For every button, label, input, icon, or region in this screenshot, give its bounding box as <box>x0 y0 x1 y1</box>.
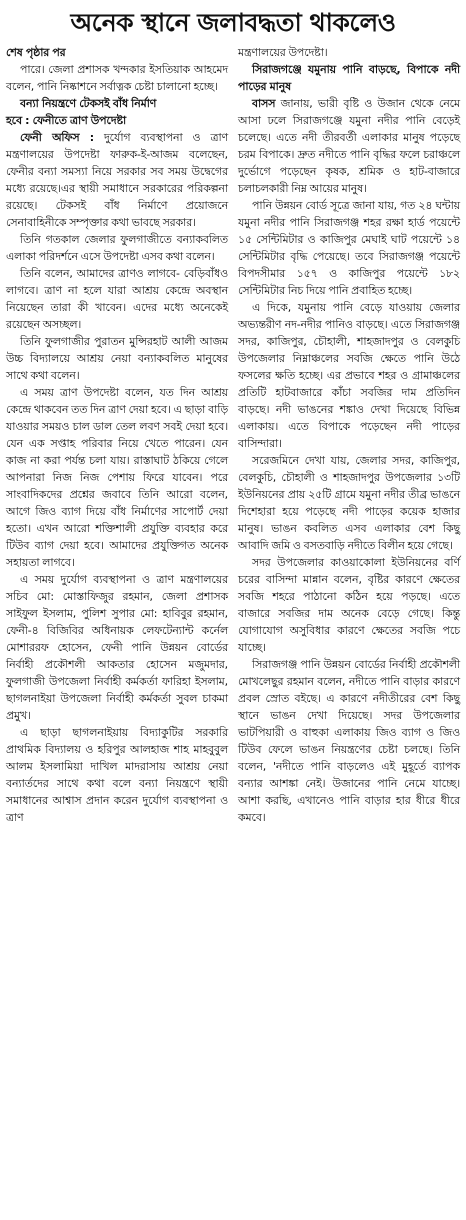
paragraph: মন্ত্রণালয়ের উপদেষ্টা। <box>238 46 328 59</box>
paragraph: এ দিকে, যমুনায় পানি বেড়ে যাওয়ায় জেলার অভ্যন্তরীণ নদ-নদীর পানিও বাড়ছে। এতে সিরাজগঞ্জ সদর, কাজিপুর, চৌহালী, শাহজাদপুর ও বেলকুচি উপজেলার নিম্নাঞ্চলের সবজি ক্ষেতে পানি উঠে ফসলের ক্ষতি হচ্ছে। এর প্রভাবে শহর ও গ্রামাঞ্চলের প্রতিটি হাটবাজারে কাঁচা সবজির দাম প্রতিদিন বাড়ছে। নদী ভাঙনের শঙ্কাও দেখা দিয়েছে বিভিন্ন এলাকায়। এতে বিপাকে পড়েছেন নদী পাড়ের বাসিন্দারা। <box>238 301 460 450</box>
paragraph: তিনি ফুলগাজীর পুরাতন মুন্সিরহাট আলী আজম উচ্চ বিদ্যালয়ে আশ্রয় নেয়া বন্যাকবলিত মানুষের সাথে কথা বলেন। <box>6 335 228 382</box>
paragraph: তিনি বলেন, আমাদের ত্রাণও লাগবে- বেড়িবাঁধও লাগবে। ত্রাণ না হলে যারা আশ্রয় কেন্দ্রে অবস্থান নিয়েছেন তারা কী খাবেন। এদের মধ্যে অনেকেই রয়েছেন অসচ্ছল। <box>6 267 228 331</box>
dateline: বাসস <box>252 97 276 110</box>
paragraph: পানি উন্নয়ন বোর্ড সূত্রে জানা যায়, গত ২৪ ঘন্টায় যমুনা নদীর পানি সিরাজগঞ্জ শহর রক্ষা হার্ড পয়েন্টে ১৫ সেন্টিমিটার ও কাজিপুর মেঘাই ঘাট পয়েন্টে ১৪ সেন্টিমিটার বৃদ্ধি পেয়েছে। তবে সিরাজগঞ্জ পয়েন্টে বিপদসীমার ১৫৭ ও কাজিপুর পয়েন্টে ১৮২ সেন্টিমিটার নিচ দিয়ে পানি প্রবাহিত হচ্ছে। <box>238 199 460 297</box>
paragraph-text: দুর্যোগ ব্যবস্থাপনা ও ত্রাণ মন্ত্রণালয়ের উপদেষ্টা ফারুক-ই-আজম বলেছেন, ফেনীর বন্যা সমস্যা নিয়ে সরকার সব সময় উদ্বেগের মধ্যে রয়েছে।এর স্থায়ী সমাধানে সরকারের পরিকল্পনা রয়েছে। টেকসই বাঁধ নির্মাণে প্রয়োজনে সেনাবাহিনীকে সম্পৃক্তার কথা ভাবছে সরকার। <box>6 131 228 229</box>
paragraph: তিনি গতকাল জেলার ফুলগাজীতে বন্যাকবলিত এলাকা পরিদর্শনে এসে উপদেষ্টা এসব কথা বলেন। <box>6 233 228 263</box>
paragraph: সিরাজগঞ্জ পানি উন্নয়ন বোর্ডের নির্বাহী প্রকৌশলী মোখলেছুর রহমান বলেন, নদীতে পানি বাড়ার কারণে প্রবল স্রোত বইছে। এ কারণে নদীতীরের বেশ কিছু স্থানে ভাঙন দেখা দিয়েছে। সদর উপজেলার ভাটপিয়ারী ও বাহুকা এলাকায় জিও ব্যাগ ও জিও টিউব ফেলে ভাঙন নিয়ন্ত্রণের চেষ্টা চলছে। তিনি বলেন, 'নদীতে পানি বাড়লেও এই মুহূর্তে ব্যাপক বন্যার আশঙ্কা নেই। উজানের পানি নেমে যাচ্ছে। আশা করছি, এখানেও পানি বাড়ার হার ধীরে ধীরে কমবে। <box>238 658 460 824</box>
paragraph: সদর উপজেলার কাওয়াকোলা ইউনিয়নের বর্ণি চরের বাসিন্দা মান্নান বলেন, বৃষ্টির কারণে ক্ষেতের সবজি শহরে পাঠানো কঠিন হয়ে পড়ছে। এতে বাজারে সবজির দাম অনেক বেড়ে গেছে। কিন্তু যোগাযোগ অসুবিধার কারণে ক্ষেতের সবজি পচে যাচ্ছে। <box>238 556 460 654</box>
subheading: সিরাজগঞ্জে যমুনায় পানি বাড়ছে, বিপাকে নদী পাড়ের মানুষ <box>238 63 460 93</box>
paragraph: পারে। জেলা প্রশাসক খন্দকার ইসতিয়াক আহমেদ বলেন, পানি নিষ্কাশনে সর্বাত্নক চেষ্টা চালানো হচ্ছে। <box>6 63 228 93</box>
paragraph: এ সময় দুর্যোগ ব্যবস্থাপনা ও ত্রাণ মন্ত্রণালয়ের সচিব মো: মোস্তাফিজুর রহমান, জেলা প্রশাসক সাইফুল ইসলাম, পুলিশ সুপার মো: হাবিবুর রহমান, ফেনী-৪ বিজিবির অধিনায়ক লেফটেন্যান্ট কর্নেল মোশাররফ হোসেন, ফেনী পানি উন্নয়ন বোর্ডের নির্বাহী প্রকৌশলী আকতার হোসেন মজুমদার, ফুলগাজী উপজেলা নির্বাহী কর্মকর্তা ফারিহা ইসলাম, ছাগলনাইয়া উপজেলা নির্বাহী কর্মকর্তা সুবল চাকমা প্রমুখ। <box>6 573 228 722</box>
paragraph: এ ছাড়া ছাগলনাইয়ায় বিদ্যাকুটির সরকারি প্রাথমিক বিদ্যালয় ও হরিপুর আলহাজ শাহ মাহবুবুল আলম ইসলামিয়া দাখিল মাদরাসায় আশ্রয় নেয়া বন্যার্তদের সাথে কথা বলে বন্যা নিয়ন্ত্রণে স্থায়ী সমাধানের আশ্বাস প্রদান করেন দুর্যোগ ব্যবস্থাপনা ও ত্রাণ <box>6 726 228 824</box>
subheading-continued: হবে : ফেনীতে ত্রাণ উপদেষ্টা <box>6 114 127 127</box>
headline: অনেক স্থানে জলাবদ্ধতা থাকলেও <box>70 8 396 37</box>
paragraph-with-dateline <box>6 129 228 231</box>
article-columns <box>6 44 460 826</box>
paragraph-text: জানায়, ভারী বৃষ্টি ও উজান থেকে নেমে আসা ঢলে সিরাজগঞ্জে যমুনা নদীর পানি বেড়েই চলেছে। এতে নদী তীরবর্তী এলাকার মানুষ পড়েছে চরম বিপাকে। দ্রুত নদীতে পানি বৃদ্ধির ফলে চরাঞ্চলে দুর্ভোগে পড়েছেন কৃষক, শ্রমিক ও হাট-বাজারে চলাচলকারী নিম্ন আয়ের মানুষ। <box>238 97 460 195</box>
dateline: ফেনী অফিস : <box>20 131 95 144</box>
jump-note: শেষ পৃষ্ঠার পর <box>6 46 66 59</box>
left-column <box>6 44 228 826</box>
right-column <box>238 44 460 826</box>
paragraph: সরেজমিনে দেখা যায়, জেলার সদর, কাজিপুর, বেলকুচি, চৌহালী ও শাহজাদপুর উপজেলার ১৩টি ইউনিয়নের প্রায় ২৫টি গ্রামে যমুনা নদীর তীব্র ভাঙনে দিশেহারা হয়ে পড়েছে নদী পাড়ের কয়েক হাজার মানুষ। ভাঙন কবলিত এসব এলাকার বেশ কিছু আবাদি জমি ও বসতবাড়ি নদীতে বিলীন হয়ে গেছে। <box>238 454 460 552</box>
paragraph: এ সময় ত্রাণ উপদেষ্টা বলেন, যত দিন আশ্রয় কেন্দ্রে থাকবেন তত দিন ত্রাণ দেয়া হবে। এ ছাড়া বাড়ি যাওয়ার সময়ও চাল ডাল তেল লবণ সবই দেয়া হবে। যেন এক সপ্তাহ পরিবার নিয়ে খেতে পারেন। যেন কাজ না করা পর্যন্ত চলা যায়। রাস্তাঘাট ঠকিয়ে গেলে আপনারা নিজ নিজ পেশায় ফিরে যাবেন। পরে সাংবাদিকদের প্রশ্নের জবাবে তিনি আরো বলেন, আগে জিও ব্যাগ দিয়ে বাঁধ নির্মাণের সাপোর্ট দেয়া হতো। এখন আরো শক্তিশালী প্রযুক্তি ব্যবহার করে টিউব ব্যাগ দেয়া হবে। আমাদের প্রযুক্তিগত অনেক সহায়তা লাগবে। <box>6 386 228 569</box>
subheading: বন্যা নিয়ন্ত্রণে টেকসই বাঁধ নির্মাণ <box>20 97 157 110</box>
paragraph-with-dateline <box>238 95 460 197</box>
